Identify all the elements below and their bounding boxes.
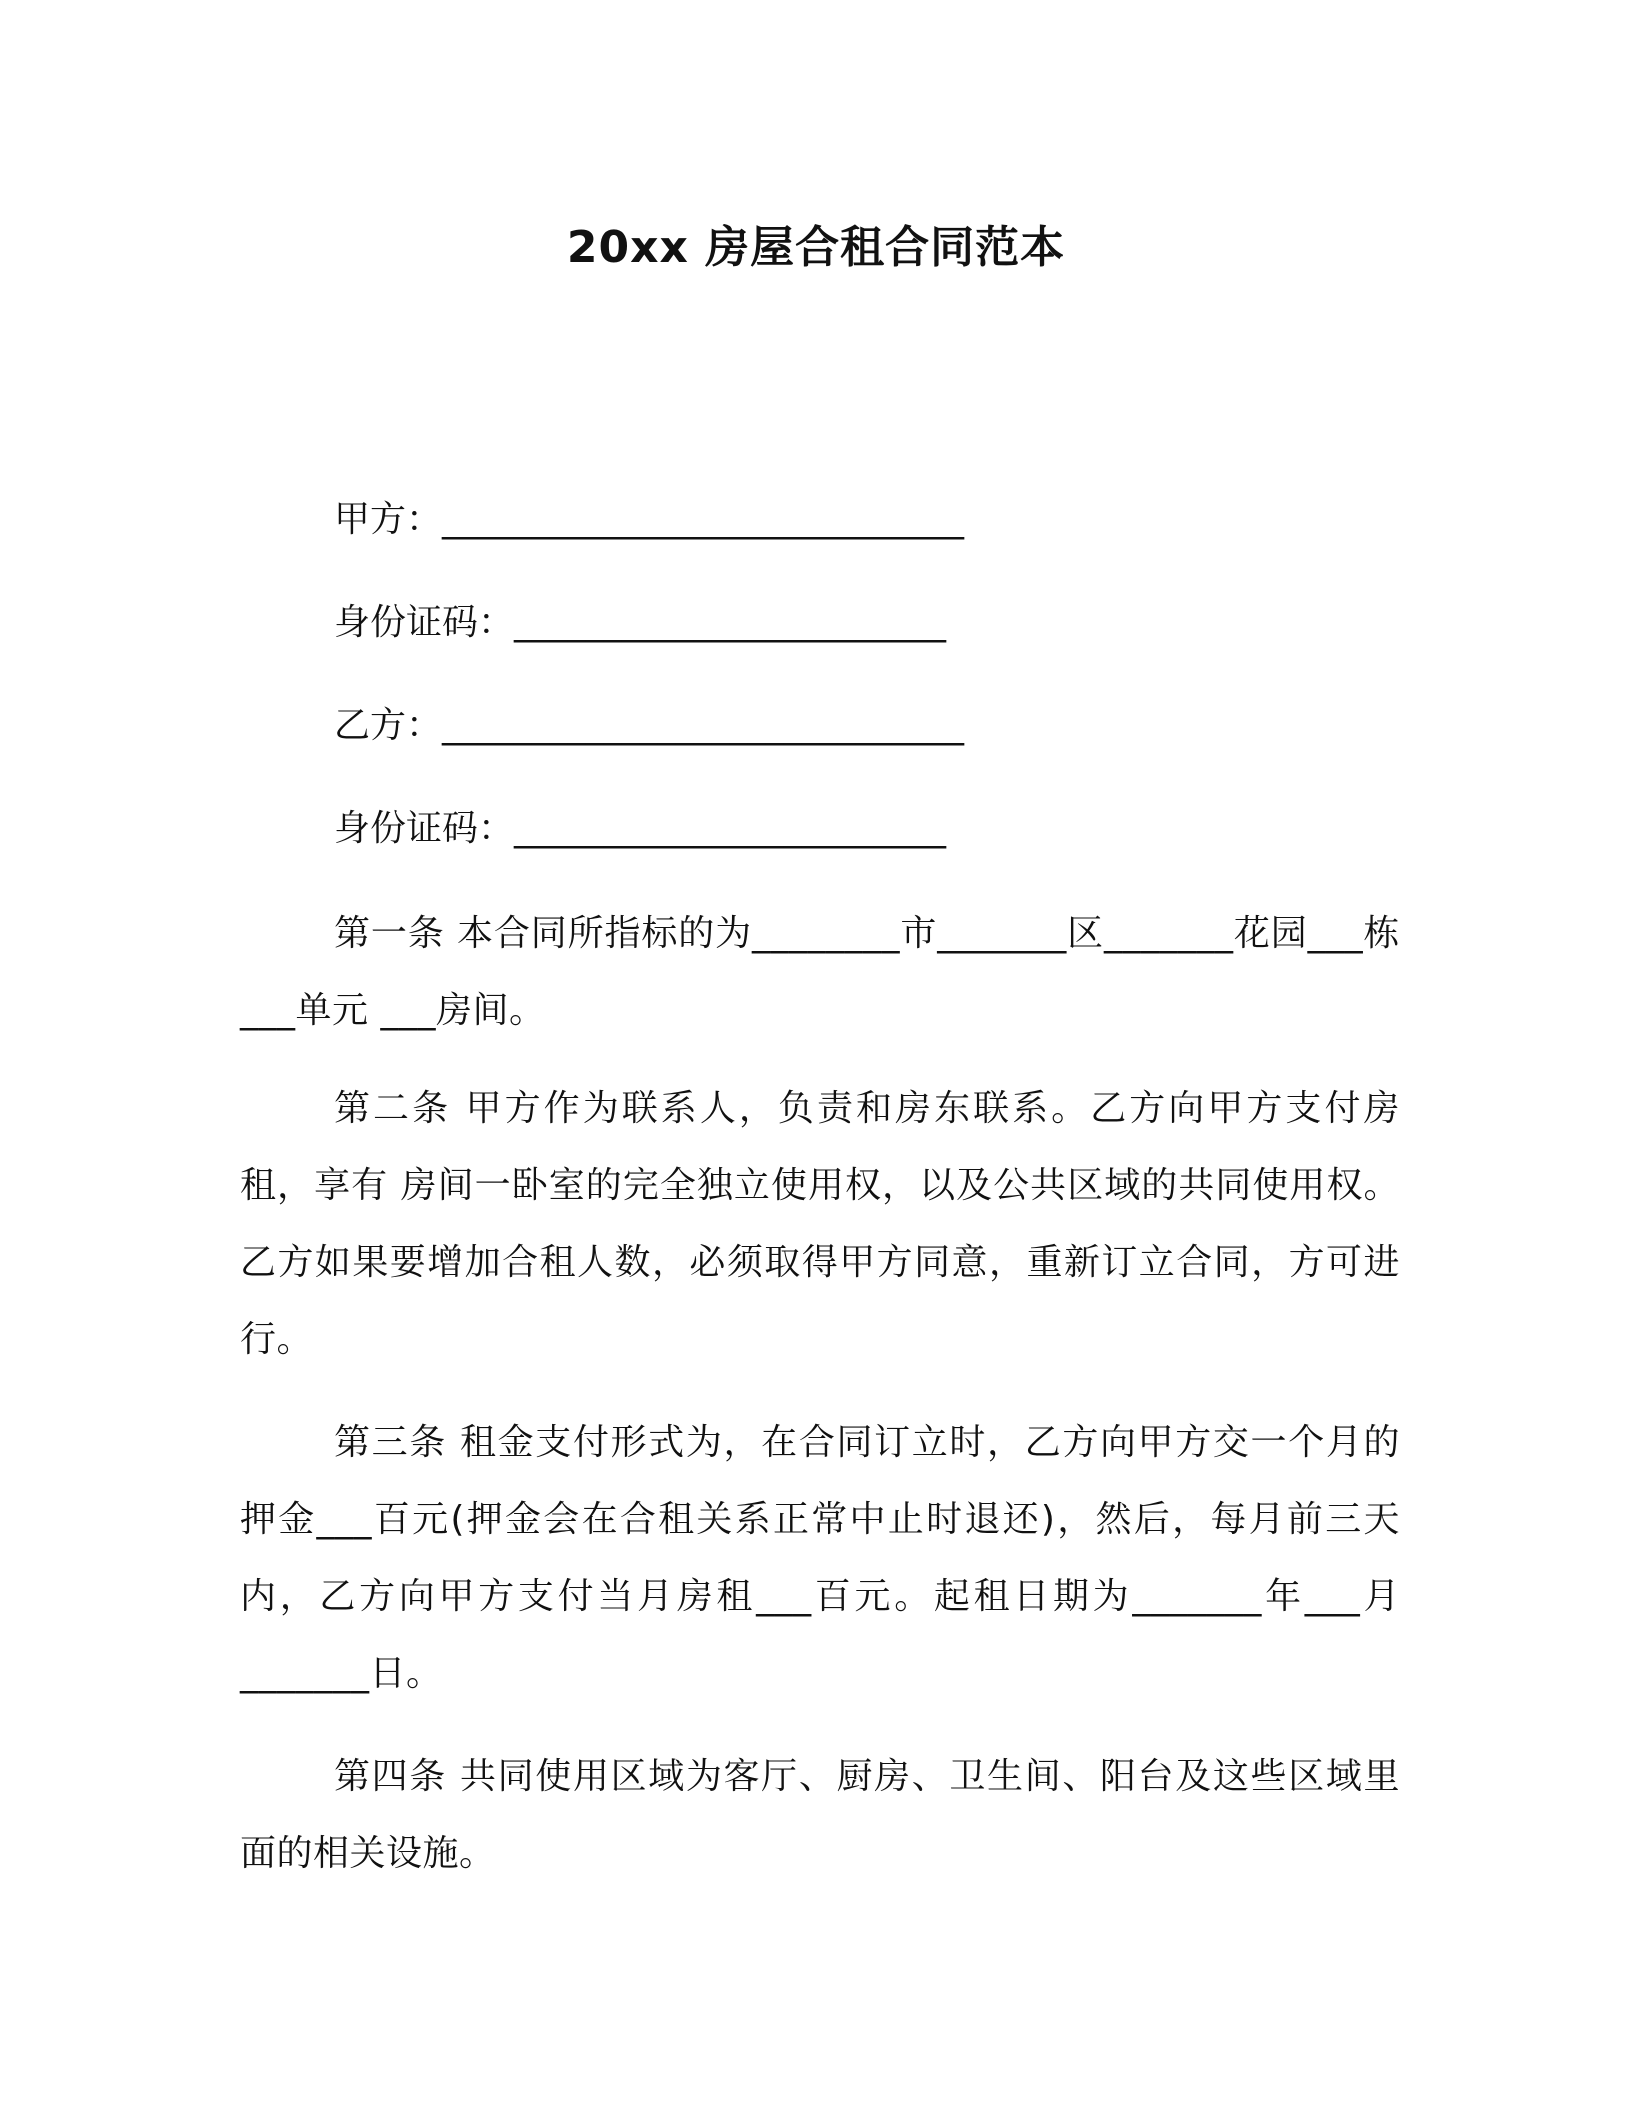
article-4: 第四条 共同使用区域为客厅、厨房、卫生间、阳台及这些区域里面的相关设施。 (240, 1756, 1400, 1874)
article-3: 第三条 租金支付形式为，在合同订立时，乙方向甲方交一个月的押金___百元(押金会在合租关系正常中止时退还)，然后，每月前三天内，乙方向甲方支付当月房租___百元。起租日期为_______年___月_______日。 (240, 1422, 1400, 1694)
party-a-field: 甲方：_____________________________ (334, 499, 965, 540)
article-1: 第一条 本合同所指标的为________市_______区_______花园___栋 ___单元 ___房间。 (240, 913, 1400, 1031)
party-b-field: 乙方：_____________________________ (334, 705, 965, 746)
party-b-id-field: 身份证码：________________________ (334, 808, 947, 849)
party-a-id-field: 身份证码：________________________ (334, 602, 947, 643)
article-2: 第二条 甲方作为联系人，负责和房东联系。乙方向甲方支付房租，享有 房间一卧室的完全独立使用权，以及公共区域的共同使用权。乙方如果要增加合租人数，必须取得甲方同意，重新订立合同，方可进行。 (240, 1088, 1400, 1360)
document-title: 20xx 房屋合租合同范本 (566, 222, 1066, 273)
